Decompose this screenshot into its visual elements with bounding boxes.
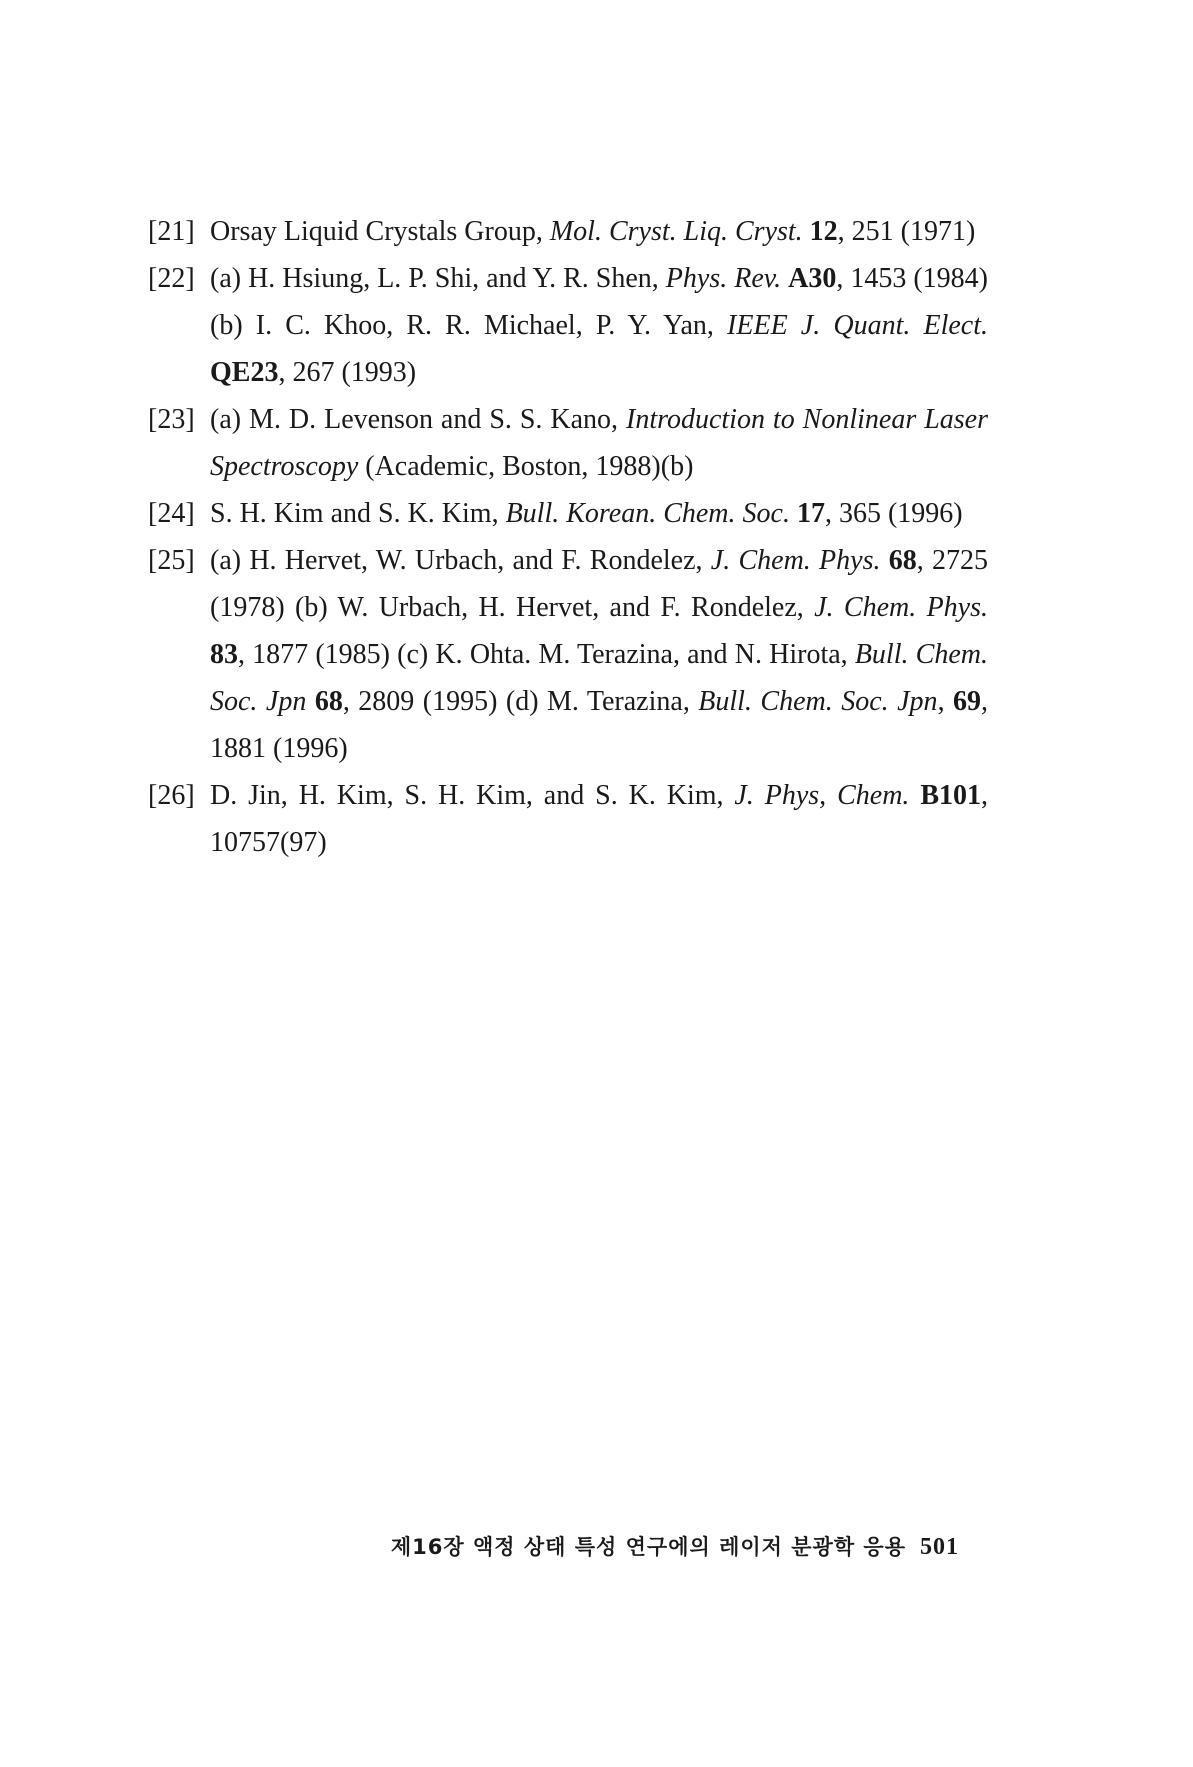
volume-number: 17: [796, 498, 825, 529]
reference-fragment: ,: [937, 686, 954, 717]
reference-list: [148, 208, 988, 866]
volume-number: 12: [809, 216, 838, 247]
reference-fragment: (Academic, Boston, 1988)(b): [358, 451, 694, 482]
reference-item: [148, 490, 988, 537]
journal-title: J. Chem. Phys.: [814, 592, 988, 623]
reference-number: [24]: [148, 498, 195, 529]
reference-fragment: , 2809 (1995) (d) M. Terazina,: [342, 686, 699, 717]
journal-title: Bull. Chem. Soc. Jpn: [698, 686, 938, 717]
reference-fragment: [909, 780, 920, 811]
journal-title: Mol. Cryst. Liq. Cryst.: [549, 216, 803, 247]
journal-title: Phys. Rev.: [665, 263, 782, 294]
journal-title: J. Phys, Chem.: [734, 780, 910, 811]
page-number: 501: [920, 1534, 959, 1560]
reference-fragment: , 1453 (1984) (b) I. C. Khoo, R. R. Michael, P. Y. Yan,: [210, 263, 988, 341]
volume-number: 69: [953, 686, 982, 717]
journal-title: J. Chem. Phys.: [710, 545, 881, 576]
reference-item: [148, 208, 988, 255]
reference-fragment: , 267 (1993): [278, 357, 417, 388]
journal-title: IEEE J. Quant. Elect.: [727, 310, 988, 341]
reference-fragment: S. H. Kim and S. K. Kim,: [210, 498, 506, 529]
journal-title: Bull. Chem. Soc. Jpn: [210, 639, 988, 717]
running-footer-chapter: 제16장 액정 상태 특성 연구에의 레이저 분광학 응용: [390, 1535, 906, 1559]
journal-title: Bull. Korean. Chem. Soc.: [505, 498, 790, 529]
reference-fragment: , 251 (1971): [837, 216, 976, 247]
page-footer: [391, 1531, 959, 1561]
reference-item: [148, 396, 988, 490]
reference-fragment: [790, 498, 797, 529]
reference-text: [210, 780, 988, 858]
reference-text: [210, 404, 988, 482]
reference-number: [21]: [148, 216, 195, 247]
reference-item: [148, 255, 988, 396]
reference-fragment: (a) H. Hervet, W. Urbach, and F. Rondelez,: [210, 545, 711, 576]
reference-text: [210, 216, 975, 247]
reference-fragment: [880, 545, 888, 576]
reference-fragment: [803, 216, 810, 247]
volume-number: A30: [788, 263, 837, 294]
journal-title: Introduction to Nonlinear Laser Spectroscopy: [210, 404, 988, 482]
reference-text: [210, 498, 963, 529]
reference-fragment: , 1881 (1996): [210, 686, 989, 764]
reference-fragment: (a) H. Hsiung, L. P. Shi, and Y. R. Shen,: [210, 263, 666, 294]
reference-number: [22]: [148, 263, 195, 294]
reference-text: [210, 263, 988, 388]
reference-number: [23]: [148, 404, 195, 435]
reference-fragment: (a) M. D. Levenson and S. S. Kano,: [210, 404, 627, 435]
volume-number: 68: [888, 545, 917, 576]
reference-fragment: , 1877 (1985) (c) K. Ohta. M. Terazina, and N. Hirota,: [238, 639, 855, 670]
reference-fragment: , 365 (1996): [824, 498, 963, 529]
reference-fragment: [306, 686, 314, 717]
reference-number: [26]: [148, 780, 195, 811]
reference-item: [148, 537, 988, 772]
reference-item: [148, 772, 988, 866]
volume-number: 68: [314, 686, 343, 717]
reference-fragment: D. Jin, H. Kim, S. H. Kim, and S. K. Kim,: [210, 780, 735, 811]
reference-fragment: , 10757(97): [210, 780, 989, 858]
volume-number: B101: [920, 780, 982, 811]
volume-number: 83: [210, 639, 238, 670]
reference-text: [210, 545, 988, 764]
reference-fragment: Orsay Liquid Crystals Group,: [210, 216, 550, 247]
volume-number: QE23: [210, 357, 279, 388]
reference-fragment: , 2725 (1978) (b) W. Urbach, H. Hervet, and F. Rondelez,: [210, 545, 989, 623]
reference-number: [25]: [148, 545, 195, 576]
